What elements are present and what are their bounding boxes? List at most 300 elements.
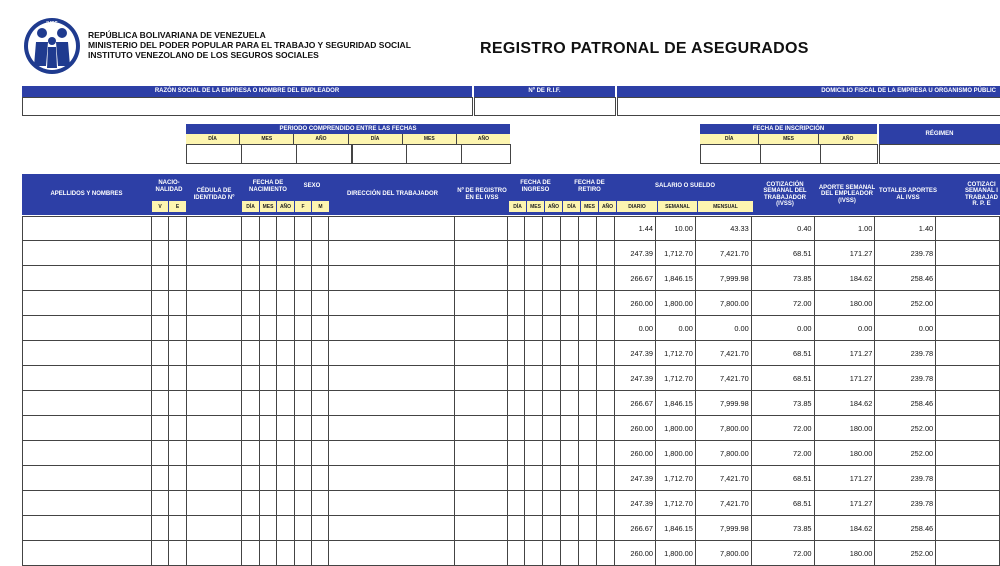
retiro-mes-cell[interactable] <box>579 366 597 391</box>
nac-v-cell[interactable] <box>152 391 169 416</box>
ingreso-mes-cell[interactable] <box>525 516 543 541</box>
nac-v-cell[interactable] <box>152 341 169 366</box>
rif-header: Nº DE R.I.F. <box>474 86 615 97</box>
nac-mes-cell[interactable] <box>259 466 276 491</box>
ingreso-dia-cell[interactable] <box>507 466 525 491</box>
col-registro: Nº DE REGISTRO EN EL IVSS <box>456 174 508 215</box>
periodo-dia-fin[interactable] <box>353 145 407 163</box>
cotizacion-rpe-cell[interactable] <box>936 266 1000 291</box>
totales-cell: 239.78 <box>875 366 936 391</box>
retiro-dia-cell[interactable] <box>561 241 579 266</box>
nac-dia-cell[interactable] <box>241 291 259 316</box>
cedula-cell[interactable] <box>187 316 242 341</box>
sexo-m-cell[interactable] <box>311 241 329 266</box>
ingreso-dia-cell[interactable] <box>507 217 525 241</box>
mensual-cell: 7,421.70 <box>695 466 751 491</box>
retiro-anio-cell[interactable] <box>597 341 615 366</box>
sexo-f-cell[interactable] <box>294 217 311 241</box>
ingreso-anio-cell[interactable] <box>543 241 561 266</box>
sexo-f-cell[interactable] <box>294 366 311 391</box>
registro-cell[interactable] <box>454 416 507 441</box>
ingreso-anio-cell[interactable] <box>543 341 561 366</box>
cotizacion-rpe-cell[interactable] <box>936 217 1000 241</box>
mensual-cell: 7,999.98 <box>695 391 751 416</box>
semanal-cell: 1,712.70 <box>655 491 695 516</box>
sexo-f-cell[interactable] <box>294 291 311 316</box>
retiro-anio-cell[interactable] <box>597 217 615 241</box>
retiro-anio-cell[interactable] <box>597 391 615 416</box>
apellidos-cell[interactable] <box>23 241 152 266</box>
retiro-dia-cell[interactable] <box>561 516 579 541</box>
aporte-cell: 180.00 <box>814 416 875 441</box>
diario-cell: 260.00 <box>615 441 656 466</box>
retiro-mes-cell[interactable] <box>579 266 597 291</box>
retiro-mes-cell[interactable] <box>579 491 597 516</box>
nac-anio-cell[interactable] <box>276 266 294 291</box>
ingreso-anio-cell[interactable] <box>543 391 561 416</box>
direccion-cell[interactable] <box>329 466 454 491</box>
table-row <box>23 391 1000 416</box>
nac-dia-cell[interactable] <box>241 266 259 291</box>
aporte-cell: 0.00 <box>814 316 875 341</box>
sexo-f-cell[interactable] <box>294 266 311 291</box>
nac-v-cell[interactable] <box>152 266 169 291</box>
direccion-cell[interactable] <box>329 491 454 516</box>
cotizacion-rpe-cell[interactable] <box>936 316 1000 341</box>
ingreso-mes-cell[interactable] <box>525 391 543 416</box>
ingreso-dia-cell[interactable] <box>507 491 525 516</box>
nac-e-cell[interactable] <box>169 466 187 491</box>
nac-mes-cell[interactable] <box>259 266 276 291</box>
retiro-anio-cell[interactable] <box>597 441 615 466</box>
retiro-mes-cell[interactable] <box>579 466 597 491</box>
nac-e-cell[interactable] <box>169 416 187 441</box>
retiro-mes-cell[interactable] <box>579 516 597 541</box>
cedula-cell[interactable] <box>187 441 242 466</box>
registro-cell[interactable] <box>454 241 507 266</box>
org-line-2: MINISTERIO DEL PODER POPULAR PARA EL TRABAJO Y SEGURIDAD SOCIAL <box>88 40 411 50</box>
nac-dia-cell[interactable] <box>241 241 259 266</box>
ingreso-dia-cell[interactable] <box>507 266 525 291</box>
cotizacion-cell: 72.00 <box>751 441 814 466</box>
ingreso-dia-cell[interactable] <box>507 391 525 416</box>
cotizacion-rpe-cell[interactable] <box>936 366 1000 391</box>
ingreso-mes-cell[interactable] <box>525 241 543 266</box>
retiro-anio-cell[interactable] <box>597 416 615 441</box>
nac-anio-cell[interactable] <box>276 241 294 266</box>
col-retiro-mes: MES <box>581 201 598 212</box>
direccion-cell[interactable] <box>329 341 454 366</box>
registro-cell[interactable] <box>454 341 507 366</box>
inscripcion-header: FECHA DE INSCRIPCIÓN <box>700 124 877 134</box>
periodo-mes-fin[interactable] <box>407 145 462 163</box>
diario-cell: 266.67 <box>615 391 656 416</box>
direccion-cell[interactable] <box>329 266 454 291</box>
ingreso-anio-cell[interactable] <box>543 491 561 516</box>
razon-social-field[interactable] <box>22 97 473 116</box>
inscripcion-mes[interactable] <box>761 145 821 163</box>
registro-cell[interactable] <box>454 391 507 416</box>
col-sexo-m: M <box>312 201 329 212</box>
nac-anio-cell[interactable] <box>276 366 294 391</box>
nac-e-cell[interactable] <box>169 391 187 416</box>
nac-e-cell[interactable] <box>169 516 187 541</box>
periodo-anio-fin[interactable] <box>462 145 510 163</box>
registro-cell[interactable] <box>454 217 507 241</box>
nac-e-cell[interactable] <box>169 316 187 341</box>
retiro-mes-cell[interactable] <box>579 441 597 466</box>
cedula-cell[interactable] <box>187 241 242 266</box>
rif-field[interactable] <box>474 97 616 116</box>
nac-dia-cell[interactable] <box>241 516 259 541</box>
cedula-cell[interactable] <box>187 416 242 441</box>
sexo-f-cell[interactable] <box>294 491 311 516</box>
cedula-cell[interactable] <box>187 391 242 416</box>
col-ingreso-mes: MES <box>527 201 544 212</box>
aporte-cell: 171.27 <box>814 241 875 266</box>
retiro-anio-cell[interactable] <box>597 316 615 341</box>
direccion-cell[interactable] <box>329 241 454 266</box>
nac-anio-cell[interactable] <box>276 416 294 441</box>
table-row <box>23 316 1000 341</box>
diario-cell: 1.44 <box>615 217 656 241</box>
nac-e-cell[interactable] <box>169 341 187 366</box>
nac-v-cell[interactable] <box>152 316 169 341</box>
nac-mes-cell[interactable] <box>259 516 276 541</box>
periodo-col: AÑO <box>457 134 510 144</box>
periodo-col: MES <box>240 134 294 144</box>
ingreso-mes-cell[interactable] <box>525 441 543 466</box>
direccion-cell[interactable] <box>329 516 454 541</box>
cotizacion-rpe-cell[interactable] <box>936 291 1000 316</box>
sexo-m-cell[interactable] <box>311 366 329 391</box>
ingreso-dia-cell[interactable] <box>507 441 525 466</box>
nac-dia-cell[interactable] <box>241 391 259 416</box>
nac-dia-cell[interactable] <box>241 466 259 491</box>
inscripcion-subheader <box>700 134 877 144</box>
col-mensual: MENSUAL <box>698 201 753 212</box>
retiro-anio-cell[interactable] <box>597 516 615 541</box>
domicilio-field[interactable] <box>617 97 1000 116</box>
nac-mes-cell[interactable] <box>259 291 276 316</box>
nac-mes-cell[interactable] <box>259 391 276 416</box>
cedula-cell[interactable] <box>187 341 242 366</box>
semanal-cell: 1,846.15 <box>655 391 695 416</box>
ingreso-anio-cell[interactable] <box>543 366 561 391</box>
ingreso-mes-cell[interactable] <box>525 217 543 241</box>
direccion-cell[interactable] <box>329 416 454 441</box>
registro-cell[interactable] <box>454 291 507 316</box>
registro-cell[interactable] <box>454 491 507 516</box>
nac-dia-cell[interactable] <box>241 316 259 341</box>
cotizacion-rpe-cell[interactable] <box>936 516 1000 541</box>
cotizacion-rpe-cell[interactable] <box>936 416 1000 441</box>
nac-anio-cell[interactable] <box>276 316 294 341</box>
nac-mes-cell[interactable] <box>259 241 276 266</box>
periodo-mes-inicio[interactable] <box>242 145 297 163</box>
ingreso-dia-cell[interactable] <box>507 416 525 441</box>
aporte-cell: 184.62 <box>814 391 875 416</box>
inscripcion-col: DÍA <box>700 134 759 144</box>
ingreso-anio-cell[interactable] <box>543 316 561 341</box>
sexo-f-cell[interactable] <box>294 441 311 466</box>
diario-cell: 0.00 <box>615 316 656 341</box>
retiro-dia-cell[interactable] <box>561 441 579 466</box>
diario-cell: 266.67 <box>615 266 656 291</box>
direccion-cell[interactable] <box>329 291 454 316</box>
ingreso-mes-cell[interactable] <box>525 316 543 341</box>
totales-cell: 239.78 <box>875 241 936 266</box>
cotizacion-rpe-cell[interactable] <box>936 441 1000 466</box>
ingreso-anio-cell[interactable] <box>543 266 561 291</box>
retiro-anio-cell[interactable] <box>597 241 615 266</box>
direccion-cell[interactable] <box>329 366 454 391</box>
sexo-f-cell[interactable] <box>294 466 311 491</box>
sexo-m-cell[interactable] <box>311 491 329 516</box>
retiro-dia-cell[interactable] <box>561 466 579 491</box>
apellidos-cell[interactable] <box>23 416 152 441</box>
sexo-f-cell[interactable] <box>294 316 311 341</box>
nac-dia-cell[interactable] <box>241 491 259 516</box>
apellidos-cell[interactable] <box>23 316 152 341</box>
ingreso-mes-cell[interactable] <box>525 416 543 441</box>
cotizacion-cell: 68.51 <box>751 466 814 491</box>
sexo-m-cell[interactable] <box>311 441 329 466</box>
sexo-m-cell[interactable] <box>311 341 329 366</box>
retiro-mes-cell[interactable] <box>579 391 597 416</box>
registro-cell[interactable] <box>454 266 507 291</box>
col-nacionalidad: NACIO- NALIDAD <box>152 174 186 199</box>
retiro-anio-cell[interactable] <box>597 266 615 291</box>
nac-mes-cell[interactable] <box>259 366 276 391</box>
nac-anio-cell[interactable] <box>276 441 294 466</box>
cedula-cell[interactable] <box>187 466 242 491</box>
nac-v-cell[interactable] <box>152 366 169 391</box>
cotizacion-cell: 73.85 <box>751 516 814 541</box>
sexo-m-cell[interactable] <box>311 416 329 441</box>
ingreso-anio-cell[interactable] <box>543 416 561 441</box>
registro-cell[interactable] <box>454 441 507 466</box>
cotizacion-rpe-cell[interactable] <box>936 391 1000 416</box>
sexo-f-cell[interactable] <box>294 341 311 366</box>
retiro-dia-cell[interactable] <box>561 366 579 391</box>
sexo-m-cell[interactable] <box>311 316 329 341</box>
nac-anio-cell[interactable] <box>276 217 294 241</box>
nac-v-cell[interactable] <box>152 416 169 441</box>
sexo-f-cell[interactable] <box>294 416 311 441</box>
nac-mes-cell[interactable] <box>259 416 276 441</box>
ingreso-dia-cell[interactable] <box>507 316 525 341</box>
semanal-cell: 1,846.15 <box>655 516 695 541</box>
nac-e-cell[interactable] <box>169 291 187 316</box>
nac-dia-cell[interactable] <box>241 366 259 391</box>
nac-anio-cell[interactable] <box>276 341 294 366</box>
ingreso-mes-cell[interactable] <box>525 491 543 516</box>
sexo-f-cell[interactable] <box>294 516 311 541</box>
direccion-cell[interactable] <box>329 391 454 416</box>
aporte-cell: 180.00 <box>814 291 875 316</box>
sexo-m-cell[interactable] <box>311 391 329 416</box>
apellidos-cell[interactable] <box>23 291 152 316</box>
nac-e-cell[interactable] <box>169 241 187 266</box>
diario-cell: 247.39 <box>615 341 656 366</box>
table-row <box>23 516 1000 541</box>
nac-dia-cell[interactable] <box>241 341 259 366</box>
semanal-cell: 0.00 <box>655 316 695 341</box>
nac-mes-cell[interactable] <box>259 491 276 516</box>
cotizacion-rpe-cell[interactable] <box>936 466 1000 491</box>
sexo-m-cell[interactable] <box>311 291 329 316</box>
periodo-dia-inicio[interactable] <box>187 145 242 163</box>
sexo-m-cell[interactable] <box>311 217 329 241</box>
retiro-mes-cell[interactable] <box>579 217 597 241</box>
registro-cell[interactable] <box>454 316 507 341</box>
nac-e-cell[interactable] <box>169 217 187 241</box>
periodo-anio-inicio[interactable] <box>297 145 353 163</box>
retiro-anio-cell[interactable] <box>597 366 615 391</box>
totales-cell: 239.78 <box>875 491 936 516</box>
cedula-cell[interactable] <box>187 266 242 291</box>
nac-e-cell[interactable] <box>169 441 187 466</box>
retiro-mes-cell[interactable] <box>579 316 597 341</box>
nac-mes-cell[interactable] <box>259 316 276 341</box>
registro-cell[interactable] <box>454 366 507 391</box>
apellidos-cell[interactable] <box>23 366 152 391</box>
nac-dia-cell[interactable] <box>241 217 259 241</box>
apellidos-cell[interactable] <box>23 266 152 291</box>
ingreso-dia-cell[interactable] <box>507 241 525 266</box>
nac-e-cell[interactable] <box>169 366 187 391</box>
apellidos-cell[interactable] <box>23 466 152 491</box>
sexo-m-cell[interactable] <box>311 466 329 491</box>
apellidos-cell[interactable] <box>23 217 152 241</box>
sexo-m-cell[interactable] <box>311 516 329 541</box>
ingreso-anio-cell[interactable] <box>543 441 561 466</box>
sexo-f-cell[interactable] <box>294 391 311 416</box>
cedula-cell[interactable] <box>187 217 242 241</box>
retiro-mes-cell[interactable] <box>579 241 597 266</box>
ivss-logo <box>22 16 82 76</box>
nac-mes-cell[interactable] <box>259 441 276 466</box>
cedula-cell[interactable] <box>187 516 242 541</box>
nac-anio-cell[interactable] <box>276 491 294 516</box>
retiro-mes-cell[interactable] <box>579 416 597 441</box>
ingreso-dia-cell[interactable] <box>507 516 525 541</box>
ingreso-mes-cell[interactable] <box>525 266 543 291</box>
sexo-m-cell[interactable] <box>311 266 329 291</box>
retiro-dia-cell[interactable] <box>561 266 579 291</box>
ingreso-mes-cell[interactable] <box>525 341 543 366</box>
retiro-dia-cell[interactable] <box>561 316 579 341</box>
nac-v-cell[interactable] <box>152 217 169 241</box>
nac-mes-cell[interactable] <box>259 341 276 366</box>
apellidos-cell[interactable] <box>23 491 152 516</box>
ingreso-mes-cell[interactable] <box>525 291 543 316</box>
direccion-cell[interactable] <box>329 316 454 341</box>
ingreso-anio-cell[interactable] <box>543 217 561 241</box>
semanal-cell: 1,846.15 <box>655 266 695 291</box>
nac-v-cell[interactable] <box>152 491 169 516</box>
retiro-dia-cell[interactable] <box>561 491 579 516</box>
ingreso-mes-cell[interactable] <box>525 466 543 491</box>
inscripcion-dia[interactable] <box>701 145 761 163</box>
apellidos-cell[interactable] <box>23 391 152 416</box>
ingreso-dia-cell[interactable] <box>507 366 525 391</box>
nac-e-cell[interactable] <box>169 491 187 516</box>
cotizacion-rpe-cell[interactable] <box>936 341 1000 366</box>
retiro-dia-cell[interactable] <box>561 217 579 241</box>
sexo-f-cell[interactable] <box>294 241 311 266</box>
ingreso-dia-cell[interactable] <box>507 291 525 316</box>
nac-dia-cell[interactable] <box>241 416 259 441</box>
direccion-cell[interactable] <box>329 217 454 241</box>
nac-dia-cell[interactable] <box>241 441 259 466</box>
registro-cell[interactable] <box>454 466 507 491</box>
nac-anio-cell[interactable] <box>276 391 294 416</box>
apellidos-cell[interactable] <box>23 516 152 541</box>
nac-v-cell[interactable] <box>152 441 169 466</box>
domicilio-header: DOMICILIO FISCAL DE LA EMPRESA U ORGANISMO PÚBLIC <box>617 86 1000 97</box>
inscripcion-anio[interactable] <box>821 145 877 163</box>
col-direccion: DIRECCIÓN DEL TRABAJADOR <box>330 174 455 215</box>
retiro-anio-cell[interactable] <box>597 466 615 491</box>
apellidos-cell[interactable] <box>23 441 152 466</box>
ingreso-anio-cell[interactable] <box>543 291 561 316</box>
nac-v-cell[interactable] <box>152 466 169 491</box>
col-sexo-f: F <box>295 201 311 212</box>
razon-social-header: RAZÓN SOCIAL DE LA EMPRESA O NOMBRE DEL EMPLEADOR <box>22 86 472 97</box>
nac-v-cell[interactable] <box>152 516 169 541</box>
nac-v-cell[interactable] <box>152 291 169 316</box>
col-retiro: FECHA DE RETIRO <box>563 174 616 199</box>
retiro-mes-cell[interactable] <box>579 291 597 316</box>
col-ingreso: FECHA DE INGRESO <box>509 174 562 199</box>
nac-anio-cell[interactable] <box>276 466 294 491</box>
direccion-cell[interactable] <box>329 441 454 466</box>
table-row <box>23 266 1000 291</box>
nac-anio-cell[interactable] <box>276 291 294 316</box>
registro-cell[interactable] <box>454 516 507 541</box>
mensual-cell: 7,800.00 <box>695 541 751 566</box>
nac-mes-cell[interactable] <box>259 217 276 241</box>
cotizacion-rpe-cell[interactable] <box>936 491 1000 516</box>
cotizacion-rpe-cell[interactable] <box>936 241 1000 266</box>
retiro-dia-cell[interactable] <box>561 291 579 316</box>
apellidos-cell[interactable] <box>23 341 152 366</box>
ingreso-anio-cell[interactable] <box>543 516 561 541</box>
retiro-dia-cell[interactable] <box>561 391 579 416</box>
retiro-anio-cell[interactable] <box>597 491 615 516</box>
cedula-cell[interactable] <box>187 366 242 391</box>
retiro-anio-cell[interactable] <box>597 291 615 316</box>
nac-v-cell[interactable] <box>152 241 169 266</box>
cotizacion-cell: 72.00 <box>751 541 814 566</box>
retiro-dia-cell[interactable] <box>561 416 579 441</box>
regimen-field[interactable] <box>879 144 1000 164</box>
mensual-cell: 7,999.98 <box>695 516 751 541</box>
retiro-mes-cell[interactable] <box>579 341 597 366</box>
retiro-dia-cell[interactable] <box>561 341 579 366</box>
nac-anio-cell[interactable] <box>276 516 294 541</box>
ingreso-dia-cell[interactable] <box>507 341 525 366</box>
cedula-cell[interactable] <box>187 291 242 316</box>
ingreso-mes-cell[interactable] <box>525 366 543 391</box>
cedula-cell[interactable] <box>187 491 242 516</box>
col-diario: DIARIO <box>617 201 657 212</box>
cotizacion-cell: 72.00 <box>751 416 814 441</box>
ingreso-anio-cell[interactable] <box>543 466 561 491</box>
nac-e-cell[interactable] <box>169 266 187 291</box>
